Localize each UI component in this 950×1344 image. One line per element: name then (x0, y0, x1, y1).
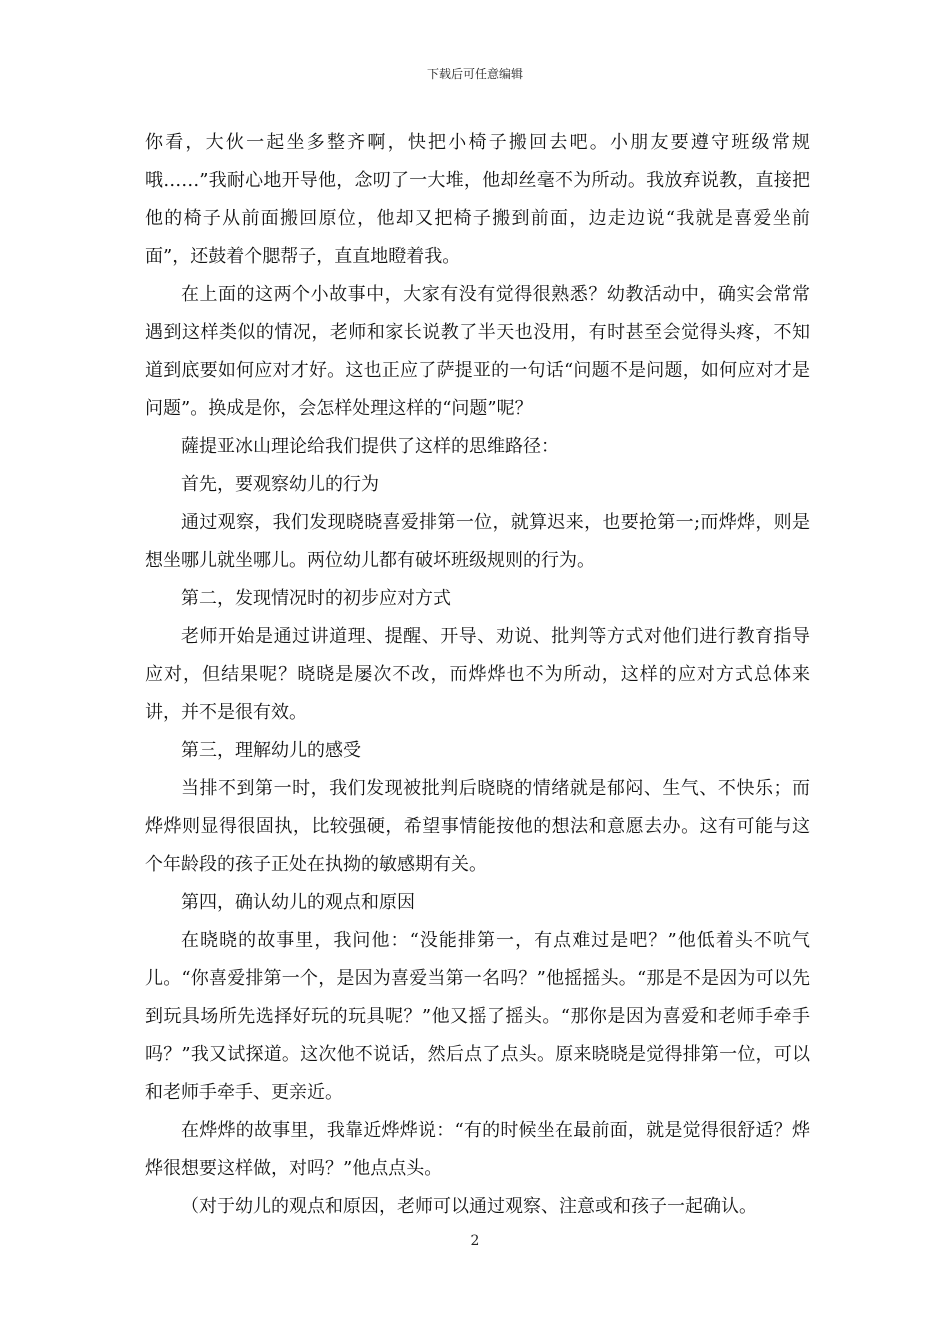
paragraph: 在上面的这两个小故事中，大家有没有觉得很熟悉？幼教活动中，确实会常常遇到这样类似的情况，老师和家长说教了半天也没用，有时甚至会觉得头疼，不知道到底要如何应对才好。这也正应了萨提亚的一句话“问题不是问题，如何应对才是问题”。换成是你，会怎样处理这样的“问题”呢？ (145, 284, 810, 419)
paragraph: 薩提亚冰山理论给我们提供了这样的思维路径： (181, 436, 559, 457)
paragraph: 在烨烨的故事里，我靠近烨烨说：“有的时候坐在最前面，就是觉得很舒适？烨烨很想要这样做，对吗？”他点点头。 (145, 1120, 810, 1179)
paragraph: 通过观察，我们发现晓晓喜爱排第一位，就算迟来，也要抢第一;而烨烨，则是想坐哪儿就坐哪儿。两位幼儿都有破坏班级规则的行为。 (145, 512, 810, 571)
paragraph: （对于幼儿的观点和原因，老师可以通过观察、注意或和孩子一起确认。 (181, 1196, 757, 1217)
paragraph: 老师开始是通过讲道理、提醒、开导、劝说、批判等方式对他们进行教育指导应对，但结果呢？晓晓是屡次不改，而烨烨也不为所动，这样的应对方式总体来讲，并不是很有效。 (145, 626, 810, 723)
paragraph: 你看，大伙一起坐多整齐啊，快把小椅子搬回去吧。小朋友要遵守班级常规哦……”我耐心地开导他，念叨了一大堆，他却丝毫不为所动。我放弃说教，直接把他的椅子从前面搬回原位，他却又把椅子搬到前面，边走边说“我就是喜爱坐前面”，还鼓着个腮帮子，直直地瞪着我。 (145, 132, 810, 267)
section-heading: 第二，发现情况时的初步应对方式 (181, 588, 451, 609)
document-body (145, 124, 810, 1226)
paragraph: 在晓晓的故事里，我问他：“没能排第一，有点难过是吧？”他低着头不吭气儿。“你喜爱排第一个，是因为喜爱当第一名吗？”他摇摇头。“那是不是因为可以先到玩具场所先选择好玩的玩具呢？”他又摇了摇头。“那你是因为喜爱和老师手牵手吗？”我又试探道。这次他不说话，然后点了点头。原来晓晓是觉得排第一位，可以和老师手牵手、更亲近。 (145, 930, 810, 1103)
paragraph: 当排不到第一时，我们发现被批判后晓晓的情绪就是郁闷、生气、不快乐；而烨烨则显得很固执，比较强硬，希望事情能按他的想法和意愿去办。这有可能与这个年龄段的孩子正处在执拗的敏感期有关。 (145, 778, 810, 875)
section-heading: 第三，理解幼儿的感受 (181, 740, 361, 761)
page-header: 下载后可任意编辑 (426, 67, 523, 81)
section-heading: 首先，要观察幼儿的行为 (181, 474, 379, 495)
page-number: 2 (470, 1233, 480, 1249)
section-heading: 第四，确认幼儿的观点和原因 (181, 892, 415, 913)
